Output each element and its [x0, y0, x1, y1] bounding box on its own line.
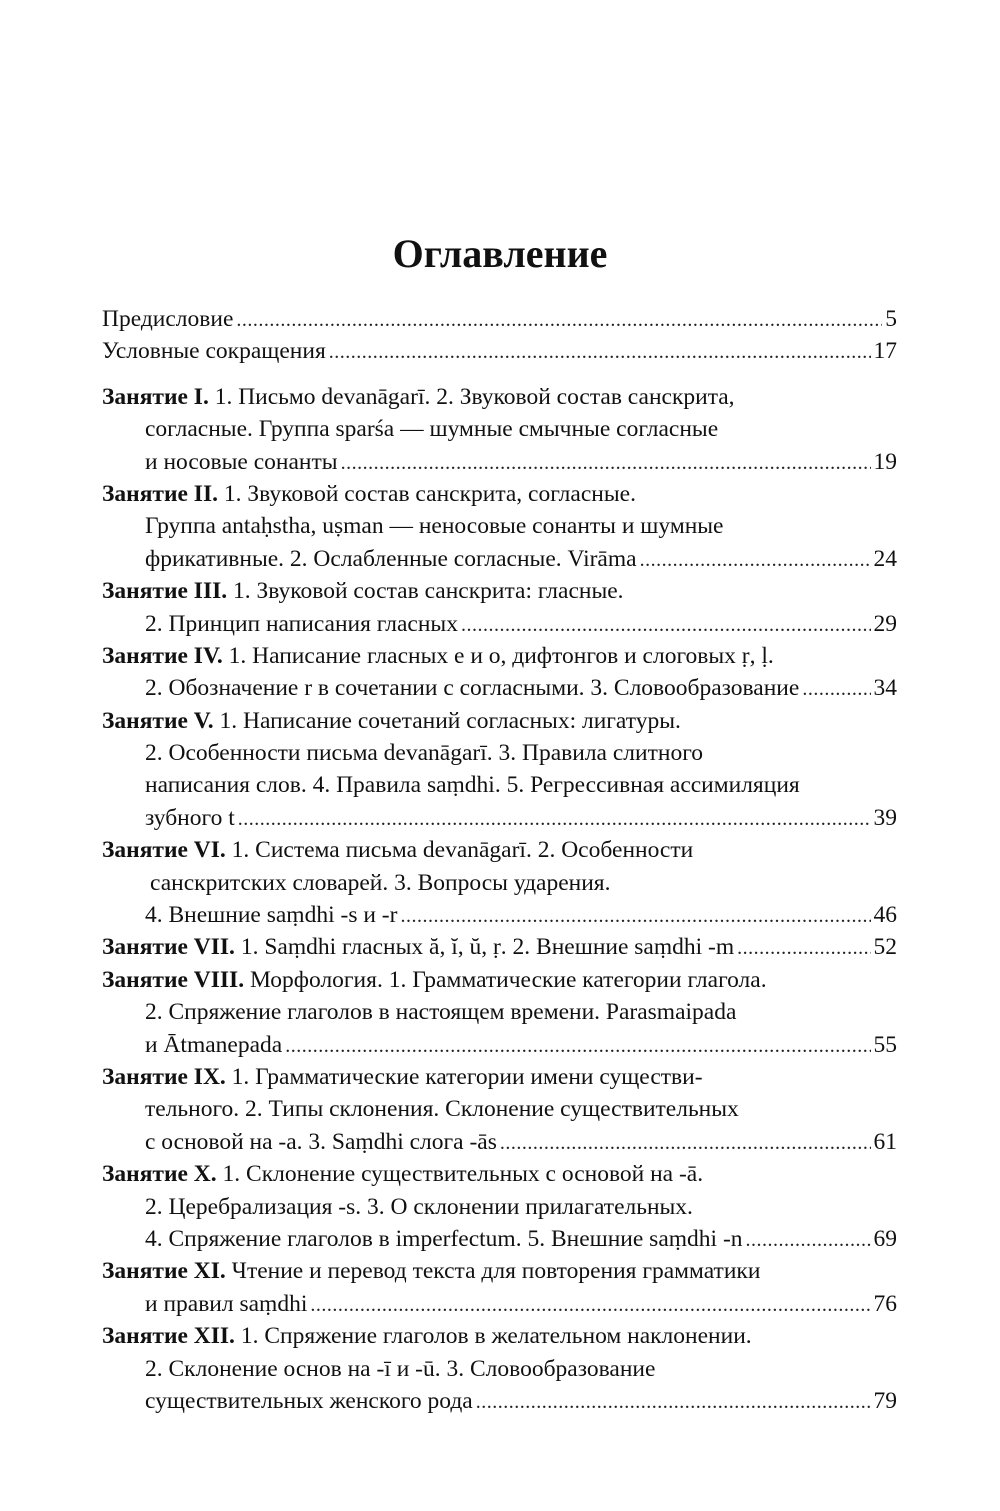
toc-line-text [145, 1353, 655, 1385]
toc-line-text [102, 478, 636, 510]
dot-leader [238, 803, 871, 835]
toc-line-text [145, 543, 637, 575]
toc-line-text [102, 335, 326, 367]
toc-line-content: с основой на -a. 3. Saṃdhi слога -ās [145, 1128, 497, 1155]
dot-leader [236, 304, 882, 336]
toc-line-text [102, 640, 774, 672]
toc-line-content: 1. Грамматические категории имени существи- [225, 1063, 703, 1090]
toc-line-content: 1. Звуковой состав санскрита: гласные. [227, 578, 624, 605]
toc-line [0, 867, 1000, 899]
toc-line [0, 575, 1000, 607]
toc-line-content: существительных женского рода [145, 1387, 473, 1414]
toc-line-content: 1. Письмо devanāgarī. 2. Звуковой состав санскрита, [208, 383, 735, 410]
page-number: 29 [873, 610, 897, 637]
toc-line-content: и правил saṃdhi [145, 1290, 308, 1317]
toc-line-content: 1. Написание сочетаний согласных: лигатуры. [213, 707, 681, 734]
toc-line-text [102, 575, 624, 607]
toc-line-text [145, 1288, 307, 1320]
lesson-label: Занятие VI. [102, 837, 226, 864]
lesson-label: Занятие IV. [102, 642, 223, 669]
toc-entry [0, 834, 1000, 931]
toc-line-content: 4. Спряжение глаголов в imperfectum. 5. Внешние saṃdhi -n [145, 1225, 743, 1252]
toc-line [0, 413, 1000, 445]
toc-line [0, 335, 1000, 367]
toc-line-text [145, 802, 235, 834]
toc-line-text [145, 1191, 693, 1223]
dot-leader [341, 447, 871, 479]
lesson-label: Занятие XII. [102, 1323, 235, 1350]
toc-line-text [145, 1385, 473, 1417]
toc-line-text [145, 899, 397, 931]
toc-line [0, 1223, 1000, 1255]
toc-line-content: 1. Звуковой состав санскрита, согласные. [217, 480, 636, 507]
page-title: Оглавление [392, 231, 608, 276]
toc-line-content: и носовые сонанты [145, 448, 338, 475]
page-number: 5 [885, 306, 897, 332]
toc-line-text [145, 1029, 282, 1061]
toc-line [0, 543, 1000, 575]
toc-line-content: написания слов. 4. Правила saṃdhi. 5. Регрессивная ассимиляция [145, 772, 800, 799]
toc-line [0, 705, 1000, 737]
page-number: 69 [873, 1225, 897, 1252]
toc-line-content: фрикативные. 2. Ослабленные согласные. Virāma [145, 545, 637, 572]
lesson-label: Занятие IX. [102, 1063, 226, 1090]
toc-line-text [145, 769, 800, 801]
toc-line [0, 1191, 1000, 1223]
toc-entry [0, 335, 1000, 367]
page-number: 52 [873, 934, 897, 961]
toc-entry [0, 931, 1000, 963]
page-number: 34 [873, 675, 897, 702]
page-number: 19 [873, 448, 897, 475]
dot-leader [329, 336, 871, 368]
toc-line [0, 1093, 1000, 1125]
dot-leader [461, 609, 871, 641]
lesson-label: Занятие III. [102, 578, 228, 605]
toc-entry [0, 1255, 1000, 1320]
toc-line [0, 899, 1000, 931]
toc-entry [0, 303, 1000, 335]
toc-line [0, 303, 1000, 335]
toc-line-text [145, 737, 703, 769]
toc-entry [0, 964, 1000, 1061]
toc-line-content: Группа antaḥstha, uṣman — неносовые сонанты и шумные [145, 513, 724, 540]
toc-line-content: 2. Обозначение r в сочетании с согласными. 3. Словообразование [145, 675, 800, 702]
toc-line-content: Условные сокращения [102, 338, 326, 365]
toc-line-content: 2. Принцип написания гласных [145, 610, 458, 637]
page-number: 76 [873, 1290, 897, 1317]
toc-line-content: Предисловие [102, 306, 234, 332]
dot-leader [746, 1224, 871, 1256]
toc-line-text [102, 381, 735, 413]
toc-line-text [102, 705, 681, 737]
dot-leader [737, 932, 870, 964]
toc-line-text [102, 1320, 752, 1352]
lesson-label: Занятие VII. [102, 934, 235, 961]
toc-line [0, 996, 1000, 1028]
toc-line [0, 802, 1000, 834]
toc-line [0, 1288, 1000, 1320]
lesson-label: Занятие V. [102, 707, 214, 734]
toc-line-text [145, 413, 718, 445]
toc-line-content: 2. Церебрализация -s. 3. О склонении прилагательных. [145, 1193, 693, 1220]
toc-line-text [145, 672, 799, 704]
toc-line [0, 640, 1000, 672]
dot-leader [310, 1289, 870, 1321]
toc-line-text [145, 608, 458, 640]
toc-entry [0, 1158, 1000, 1255]
toc-line [0, 1158, 1000, 1190]
lesson-label: Занятие XI. [102, 1258, 226, 1285]
dot-leader [400, 900, 870, 932]
page-number: 46 [873, 902, 897, 929]
toc-entry [0, 640, 1000, 705]
page-number: 17 [873, 338, 897, 365]
toc-line-text [102, 303, 233, 335]
toc-line-content: 1. Система письма devanāgarī. 2. Особенности [225, 837, 694, 864]
toc-line [0, 1353, 1000, 1385]
toc-line [0, 737, 1000, 769]
toc-entry [0, 575, 1000, 640]
toc-line-content: санскритских словарей. 3. Вопросы ударения. [150, 869, 611, 896]
toc-line-content: тельного. 2. Типы склонения. Склонение существительных [145, 1096, 739, 1123]
toc-line [0, 1255, 1000, 1287]
toc-line [0, 964, 1000, 996]
toc-line [0, 381, 1000, 413]
toc-line-content: 1. Saṃdhi гласных ă, ĭ, ŭ, ṛ. 2. Внешние saṃdhi -m [234, 934, 735, 961]
dot-leader [285, 1030, 870, 1062]
toc-line-text [102, 1255, 760, 1287]
toc-line-content: 2. Спряжение глаголов в настоящем времени. Parasmaipada [145, 999, 737, 1026]
toc-line [0, 769, 1000, 801]
toc-entry [0, 1320, 1000, 1417]
toc-line [0, 478, 1000, 510]
page-number: 61 [873, 1128, 897, 1155]
toc-line [0, 672, 1000, 704]
toc-line-content: Морфология. 1. Грамматические категории глагола. [244, 966, 767, 993]
toc-entry [0, 478, 1000, 575]
toc-entry [0, 1061, 1000, 1158]
page-number: 55 [873, 1031, 897, 1058]
toc-line-content: зубного t [145, 804, 235, 831]
toc-line [0, 510, 1000, 542]
lesson-label: Занятие X. [102, 1161, 217, 1188]
toc-line-content: 1. Спряжение глаголов в желательном наклонении. [234, 1323, 752, 1350]
toc-line-text [145, 1223, 743, 1255]
lesson-label: Занятие II. [102, 480, 218, 507]
toc-line-content: 1. Написание гласных e и o, дифтонгов и слоговых ṛ, ḷ. [222, 642, 774, 669]
lesson-label: Занятие VIII. [102, 966, 245, 993]
toc-line-content: 2. Склонение основ на -ī и -ū. 3. Словообразование [145, 1355, 656, 1382]
page-number: 79 [873, 1387, 897, 1414]
page-number: 39 [873, 804, 897, 831]
toc-line [0, 1126, 1000, 1158]
toc-line-content: 1. Склонение существительных с основой на -ā. [216, 1161, 704, 1188]
toc-line-text [145, 510, 724, 542]
toc-line [0, 834, 1000, 866]
toc-line-text [102, 1158, 703, 1190]
toc-line-text [102, 964, 767, 996]
toc-line-content: 2. Особенности письма devanāgarī. 3. Правила слитного [145, 740, 703, 767]
page-number: 24 [873, 545, 897, 572]
toc-line [0, 931, 1000, 963]
dot-leader [476, 1386, 871, 1418]
toc-line-text [102, 834, 693, 866]
toc-line-text [145, 1093, 739, 1125]
toc-line-text [102, 931, 734, 963]
dot-leader [802, 673, 870, 705]
toc-line [0, 1320, 1000, 1352]
toc-line-text [145, 446, 338, 478]
toc-line-content: Чтение и перевод текста для повторения грамматики [225, 1258, 761, 1285]
toc-line [0, 446, 1000, 478]
toc-line-text [145, 996, 736, 1028]
toc-line [0, 1061, 1000, 1093]
toc-line [0, 1385, 1000, 1417]
toc-line [0, 608, 1000, 640]
toc-entry [0, 381, 1000, 478]
toc-line [0, 1029, 1000, 1061]
dot-leader [640, 544, 871, 576]
lesson-label: Занятие I. [102, 383, 209, 410]
toc-line-text [102, 1061, 703, 1093]
dot-leader [500, 1127, 871, 1159]
toc-entry [0, 705, 1000, 835]
toc-line-text [150, 867, 611, 899]
toc-line-text [145, 1126, 497, 1158]
toc-line-content: и Ātmanepada [145, 1031, 283, 1058]
table-of-contents [0, 303, 1000, 1417]
toc-line-content: 4. Внешние saṃdhi -s и -r [145, 902, 398, 929]
toc-line-content: согласные. Группа sparśa — шумные смычные согласные [145, 416, 719, 443]
